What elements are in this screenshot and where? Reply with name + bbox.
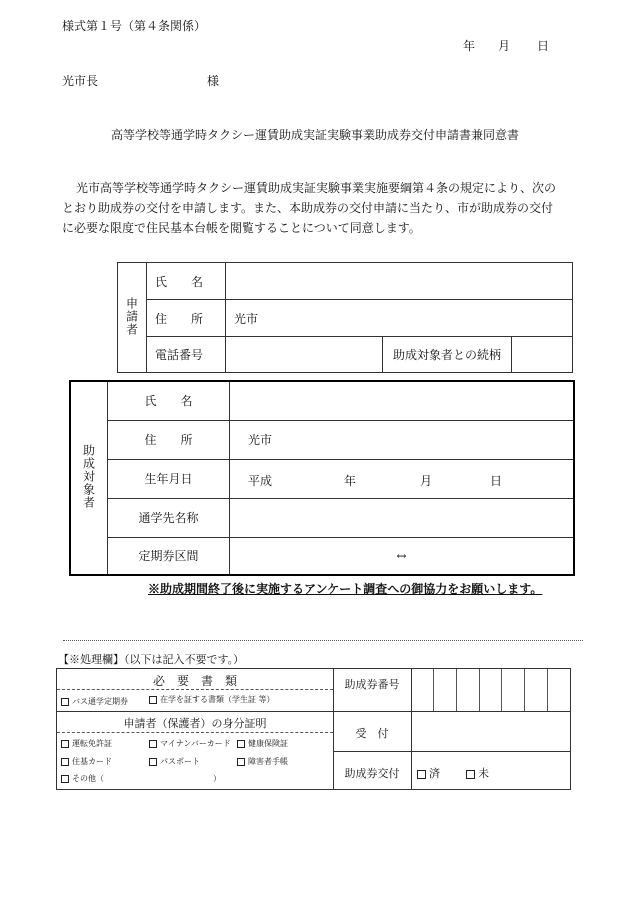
applicant-name-field[interactable] [226,263,573,300]
applicant-name-label: 氏 名 [147,263,226,300]
document-title: 高等学校等通学時タクシー運賃助成実証実験事業助成券交付申請書兼同意書 [110,128,519,142]
form-number: 様式第１号（第４条関係） [62,19,207,33]
docs-title: 必 要 書 類 [152,674,237,688]
applicant-relation-label: 助成対象者との続柄 [383,337,512,373]
id-juki-checkbox[interactable] [61,758,69,766]
id-passport[interactable] [149,756,200,767]
issue-not-label: 未 [478,767,489,780]
birth-era: 平成 [248,473,273,488]
body-line-2: とおり助成券の交付を申請します。また、本助成券の交付申請に当たり、市が助成券の交付 [62,201,554,215]
subject-birth-label: 生年月日 [108,459,230,498]
voucher-digit-box[interactable] [411,669,434,711]
birth-day: 日 [490,473,503,488]
date-year: 年 [463,39,476,53]
issue-label: 助成券交付 [344,767,400,780]
subject-address-field[interactable]: 光市 [230,420,575,459]
issue-not[interactable] [466,765,489,781]
voucher-number-label: 助成券番号 [344,678,400,691]
receipt-label: 受 付 [355,727,389,740]
subject-table [69,380,575,576]
id-divider [57,732,333,733]
pass-arrow-icon: ↔ [396,548,407,563]
id-passport-label: パスポート [160,757,200,766]
id-title: 申請者（保護者）の身分証明 [123,717,267,730]
office-box [56,668,571,790]
applicant-phone-label: 電話番号 [147,337,226,373]
issue-done-checkbox[interactable] [417,770,426,779]
id-juki[interactable] [61,756,112,767]
issue-done-label: 済 [429,767,440,780]
subject-label: 助成対象者 [81,444,96,509]
office-right-labels [333,669,412,789]
id-insurance-checkbox[interactable] [237,740,245,748]
subject-school-label: 通学先名称 [108,498,230,537]
subject-pass-field[interactable] [230,537,575,575]
id-mynumber-checkbox[interactable] [149,740,157,748]
subject-birth-field[interactable] [230,459,575,498]
voucher-digit-box[interactable] [480,669,503,711]
subject-label-cell [70,381,108,575]
id-disability-label: 障害者手帳 [248,757,288,766]
subject-address-label: 住 所 [108,420,230,459]
subject-school-field[interactable] [230,498,575,537]
birth-year: 年 [344,473,357,488]
doc-bus-pass-label: バス通学定期券 [72,697,128,706]
applicant-address-label: 住 所 [147,300,226,337]
survey-note: ※助成期間終了後に実施するアンケート調査への御協力をお願いします。 [148,582,543,596]
office-left [57,669,334,789]
id-other[interactable] [61,773,104,784]
voucher-number-boxes[interactable] [411,669,570,711]
applicant-label: 申請者 [124,296,139,336]
doc-enrollment-label: 在学を証する書類（学生証 等） [160,695,275,704]
voucher-digit-box[interactable] [525,669,548,711]
id-insurance[interactable] [237,738,288,749]
office-heading: 【※処理欄】（以下は記入不要です。） [58,653,245,666]
docs-divider [57,689,333,690]
applicant-label-cell [118,263,147,373]
voucher-digit-box[interactable] [434,669,457,711]
issue-done[interactable] [417,765,440,781]
id-passport-checkbox[interactable] [149,758,157,766]
addressee: 光市長 [62,74,99,88]
body-line-3: に必要な限度で住民基本台帳を閲覧することについて同意します。 [62,221,421,235]
doc-bus-pass-checkbox[interactable] [61,698,69,706]
body-line-1: 光市高等学校等通学時タクシー運賃助成実証実験事業実施要綱第４条の規定により、次の [76,181,557,195]
id-mynumber-label: マイナンバーカード [160,739,231,748]
id-insurance-label: 健康保険証 [248,739,288,748]
subject-pass-label: 定期券区間 [108,537,230,575]
id-other-checkbox[interactable] [61,775,69,783]
doc-bus-pass[interactable] [61,696,128,707]
values-divider-2 [411,751,570,752]
id-mynumber[interactable] [149,738,231,749]
voucher-digit-box[interactable] [502,669,525,711]
id-license[interactable] [61,738,112,749]
id-license-checkbox[interactable] [61,740,69,748]
date-month: 月 [498,39,511,53]
applicant-relation-field[interactable] [512,337,573,373]
id-other-close: ） [213,774,221,783]
subject-name-label: 氏 名 [108,381,230,420]
separator-line [63,640,583,641]
birth-month: 月 [420,473,433,488]
applicant-table [117,262,573,373]
id-disability-checkbox[interactable] [237,758,245,766]
right-divider-2 [333,751,411,752]
subject-name-field[interactable] [230,381,575,420]
voucher-digit-box[interactable] [457,669,480,711]
applicant-phone-field[interactable] [226,337,383,373]
doc-enrollment[interactable] [149,694,275,705]
id-disability[interactable] [237,756,288,767]
id-license-label: 運転免許証 [72,739,112,748]
date-day: 日 [537,39,550,53]
issue-not-checkbox[interactable] [466,770,475,779]
voucher-digit-box[interactable] [548,669,570,711]
id-other-label: その他（ [72,774,104,783]
doc-enrollment-checkbox[interactable] [149,696,157,704]
applicant-address-field[interactable]: 光市 [226,300,573,337]
right-divider-1 [333,711,411,712]
office-right-values [411,669,570,789]
docs-bottom-line [57,711,333,712]
id-juki-label: 住基カード [72,757,112,766]
honorific: 様 [207,74,220,88]
receipt-field[interactable] [411,712,570,751]
